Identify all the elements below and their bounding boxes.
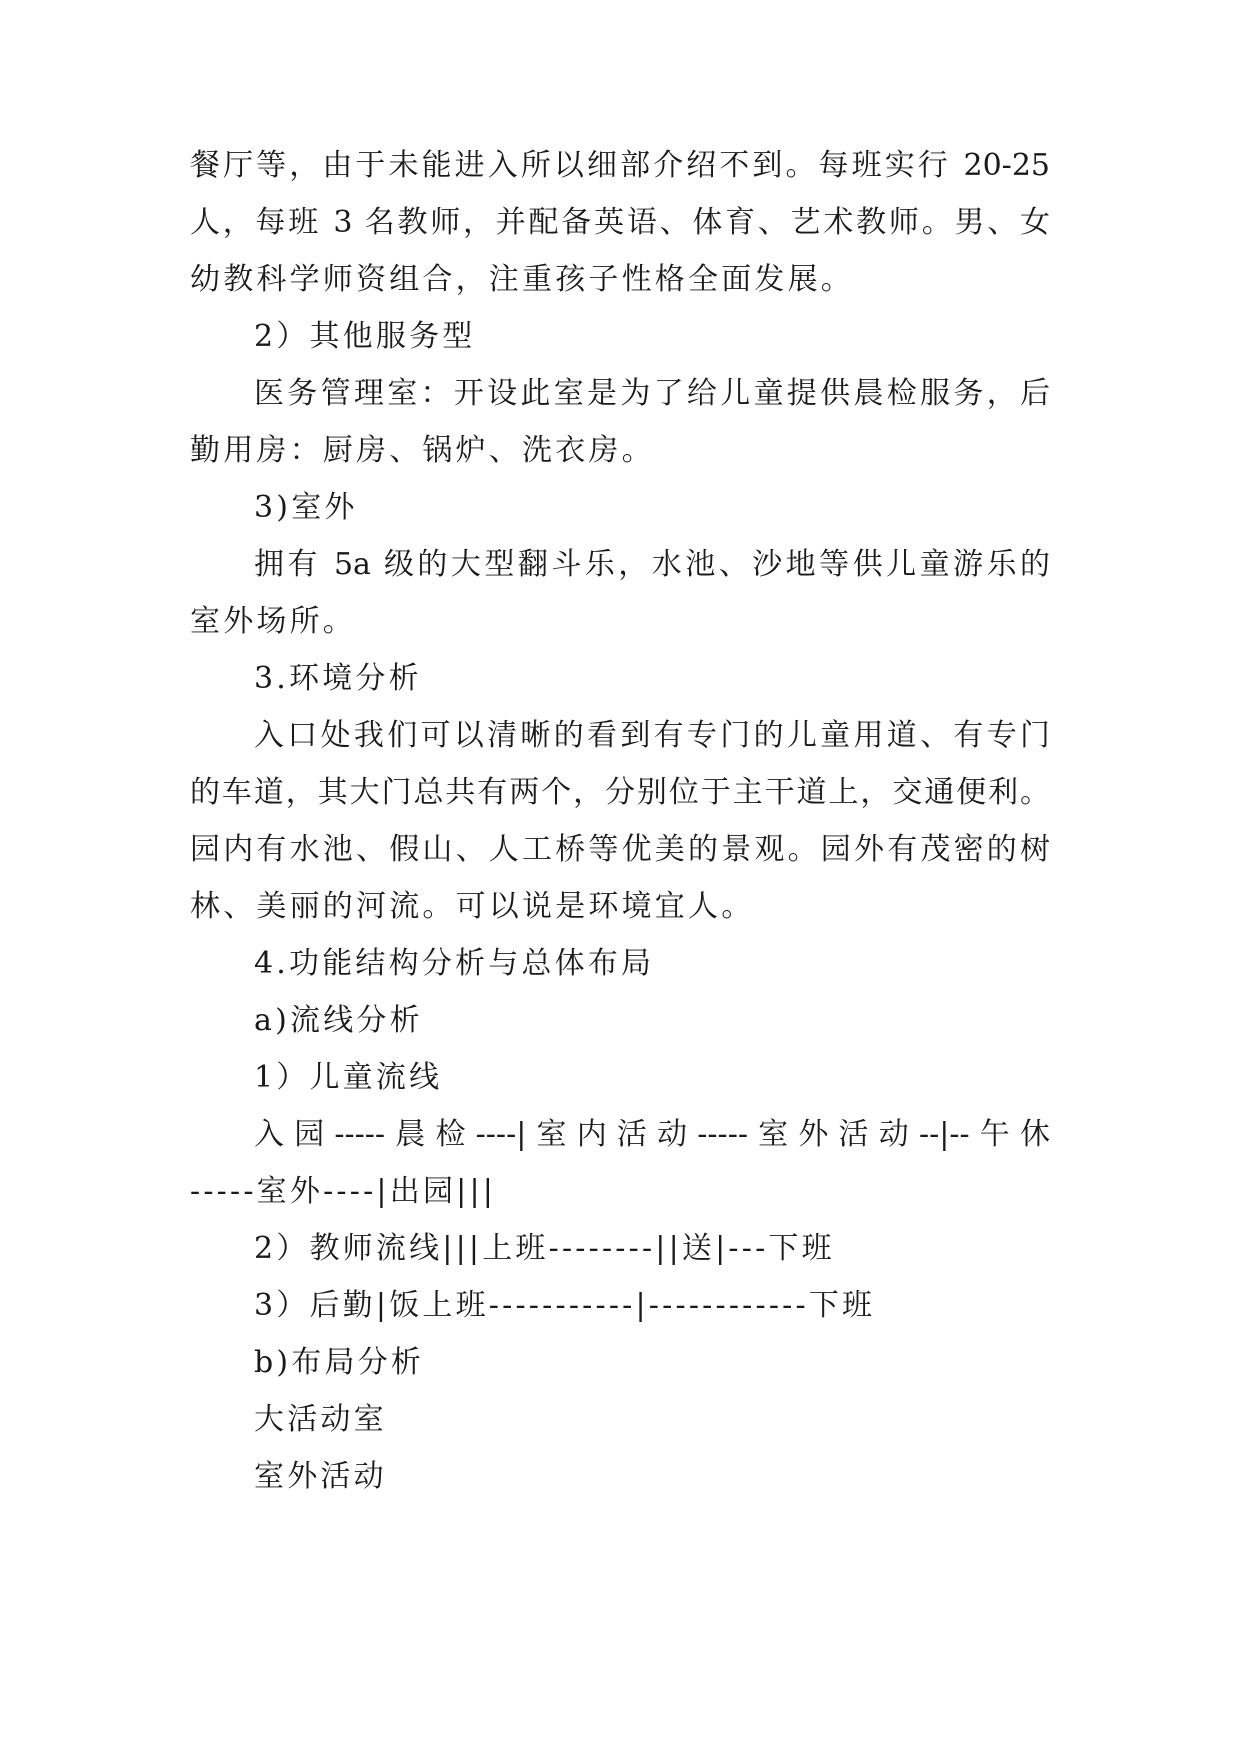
text-line: 拥有 5a 级的大型翻斗乐，水池、沙地等供儿童游乐的 [254, 547, 1050, 582]
flow-line: 3）后勤|饭上班-----------|------------下班 [254, 1288, 876, 1323]
flow-line: 入园-----晨检----|室内活动-----室外活动--|--午休 [254, 1117, 1050, 1152]
flow-line: 2）教师流线|||上班--------||送|---下班 [254, 1231, 835, 1266]
text-line: 医务管理室：开设此室是为了给儿童提供晨检服务，后 [254, 376, 1050, 411]
section-heading: 3.环境分析 [254, 661, 422, 696]
text-line: 人，每班 3 名教师，并配备英语、体育、艺术教师。男、女 [190, 205, 1050, 240]
section-heading: 2）其他服务型 [254, 319, 476, 354]
text-line: 入口处我们可以清晰的看到有专门的儿童用道、有专门 [254, 718, 1050, 753]
text-line: 林、美丽的河流。可以说是环境宜人。 [190, 889, 755, 924]
text-line: 园内有水池、假山、人工桥等优美的景观。园外有茂密的树 [190, 832, 1050, 867]
text-line: 的车道，其大门总共有两个，分别位于主干道上，交通便利。 [190, 775, 1050, 810]
text-line: 大活动室 [254, 1402, 387, 1437]
flow-line: -----室外----|出园||| [190, 1174, 497, 1209]
section-heading: 3)室外 [254, 490, 358, 525]
subsection-heading: 1）儿童流线 [254, 1060, 443, 1095]
subsection-heading: a)流线分析 [254, 1003, 423, 1038]
text-line: 室外活动 [254, 1459, 387, 1494]
section-heading: 4.功能结构分析与总体布局 [254, 946, 655, 981]
text-line: 餐厅等，由于未能进入所以细部介绍不到。每班实行 20-25 [190, 148, 1050, 183]
text-line: 室外场所。 [190, 604, 356, 639]
text-line: 勤用房：厨房、锅炉、洗衣房。 [190, 433, 655, 468]
text-line: 幼教科学师资组合，注重孩子性格全面发展。 [190, 262, 854, 297]
subsection-heading: b)布局分析 [254, 1345, 425, 1380]
